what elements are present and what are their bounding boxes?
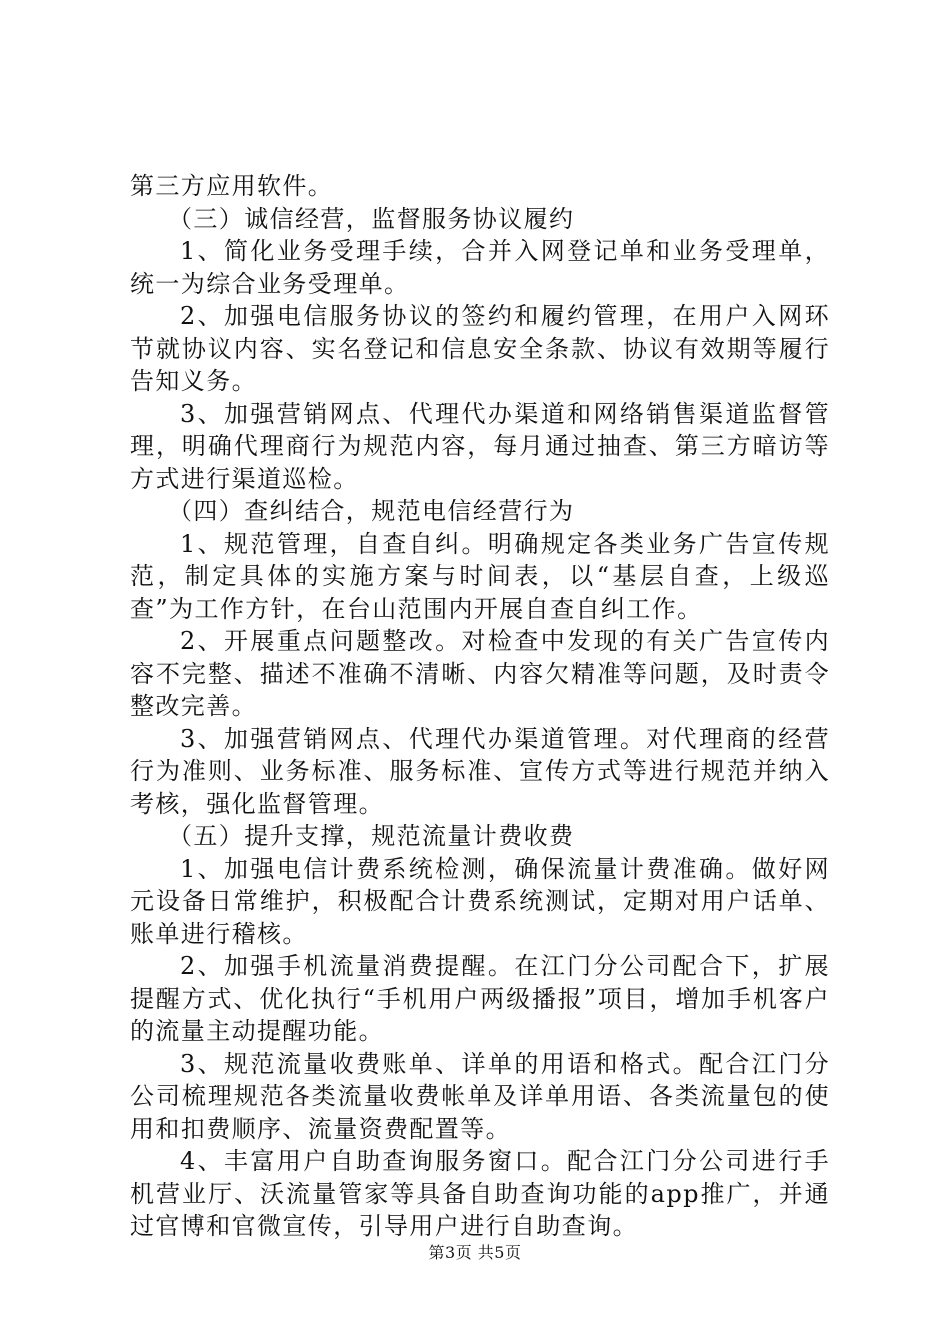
list-item: 2、加强手机流量消费提醒。在江门分公司配合下，扩展提醒方式、优化执行“手机用户两级播报”项目，增加手机客户的流量主动提醒功能。 — [130, 952, 830, 1045]
list-item: 3、加强营销网点、代理代办渠道管理。对代理商的经营行为准则、业务标准、服务标准、宣传方式等进行规范并纳入考核，强化监督管理。 — [130, 724, 830, 818]
list-item: 1、加强电信计费系统检测，确保流量计费准确。做好网元设备日常维护，积极配合计费系统测试，定期对用户话单、账单进行稽核。 — [130, 854, 830, 948]
list-item: 3、规范流量收费账单、详单的用语和格式。配合江门分公司梳理规范各类流量收费帐单及详单用语、各类流量包的使用和扣费顺序、流量资费配置等。 — [130, 1049, 830, 1143]
section-heading-4: （四）查纠结合，规范电信经营行为 — [168, 497, 575, 525]
list-item: 2、开展重点问题整改。对检查中发现的有关广告宣传内容不完整、描述不准确不清晰、内容欠精准等问题，及时责令整改完善。 — [130, 627, 830, 720]
page-footer: 第3页 共5页 — [428, 1243, 522, 1262]
section-heading-3: （三）诚信经营，监督服务协议履约 — [168, 204, 575, 233]
document-body — [130, 170, 830, 1243]
list-item: 2、加强电信服务协议的签约和履约管理，在用户入网环节就协议内容、实名登记和信息安全条款、协议有效期等履行告知义务。 — [130, 302, 830, 395]
list-item: 1、简化业务受理手续，合并入网登记单和业务受理单，统一为综合业务受理单。 — [130, 237, 830, 298]
list-item: 4、丰富用户自助查询服务窗口。配合江门分公司进行手机营业厅、沃流量管家等具备自助查询功能的app推广，并通过官博和官微宣传，引导用户进行自助查询。 — [130, 1147, 830, 1240]
list-item: 3、加强营销网点、代理代办渠道和网络销售渠道监督管理，明确代理商行为规范内容，每月通过抽查、第三方暗访等方式进行渠道巡检。 — [130, 399, 830, 493]
section-heading-5: （五）提升支撑，规范流量计费收费 — [168, 822, 575, 850]
list-item: 1、规范管理，自查自纠。明确规定各类业务广告宣传规范，制定具体的实施方案与时间表，以“基层自查，上级巡查”为工作方针，在台山范围内开展自查自纠工作。 — [130, 529, 830, 623]
paragraph-continuation: 第三方应用软件。 — [130, 172, 334, 200]
